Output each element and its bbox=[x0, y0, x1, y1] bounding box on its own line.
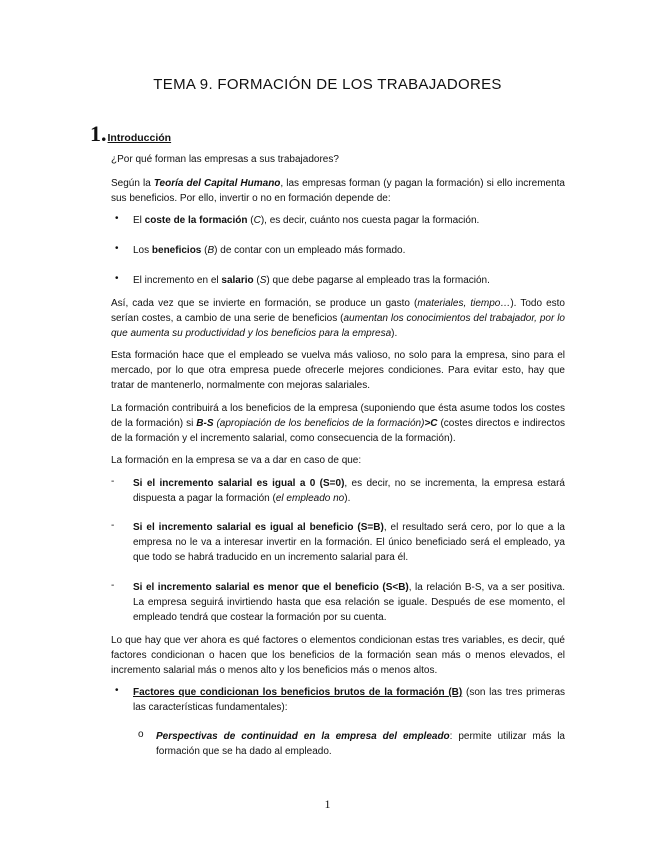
bullet-marker: • bbox=[115, 273, 119, 284]
bullet-marker: • bbox=[115, 685, 119, 696]
section-heading bbox=[90, 121, 171, 147]
bullet-marker: • bbox=[115, 213, 119, 224]
section-label: Introducción bbox=[107, 132, 172, 144]
factors-item: Factores que condicionan los beneficios brutos de la formación (B) (son las tres primeras las características fundamentales): bbox=[133, 687, 566, 713]
bullet-item: El incremento en el salario (S) que debe pagarse al empleado tras la formación. bbox=[133, 275, 490, 286]
paragraph-2: Así, cada vez que se invierte en formación, se produce un gasto (materiales, tiempo…). Todo esto serían costes, a cambio de una serie de beneficios (aumentan los conocimientos del trabajador, por lo que aumenta su productividad y los beneficios para la empresa). bbox=[111, 298, 565, 339]
page-title: TEMA 9. FORMACIÓN DE LOS TRABAJADORES bbox=[153, 76, 502, 93]
bullet-item: El coste de la formación (C), es decir, cuánto nos cuesta pagar la formación. bbox=[133, 215, 480, 226]
dash-marker: - bbox=[111, 476, 115, 487]
paragraph-6: Lo que hay que ver ahora es qué factores o elementos condicionan estas tres variables, es decir, qué factores condicionan o hacen que los beneficios de la formación sean más o menos elevados, el incremento salarial más o menos alto y los beneficios más o menos altos. bbox=[111, 635, 565, 676]
dash-marker: - bbox=[111, 580, 115, 591]
paragraph-1: Según la Teoría del Capital Humano, las empresas forman (y pagan la formación) si ello incrementa sus beneficios. Por ello, invertir o no en formación depende de: bbox=[111, 178, 565, 204]
section-number: 1. bbox=[90, 121, 107, 146]
bullet-item: Los beneficios (B) de contar con un empleado más formado. bbox=[133, 245, 406, 256]
dash-item: Si el incremento salarial es igual a 0 (S=0), es decir, no se incrementa, la empresa estará dispuesta a pagar la formación (el empleado no). bbox=[133, 478, 565, 504]
sub-bullet-marker: o bbox=[138, 729, 144, 740]
bullet-marker: • bbox=[115, 243, 119, 254]
paragraph-5: La formación en la empresa se va a dar en caso de que: bbox=[111, 455, 362, 466]
dash-item: Si el incremento salarial es igual al beneficio (S=B), el resultado será cero, por lo que a la empresa no le va a interesar invertir en la formación. El único beneficiado será el empleado, ya que todo se habrá traducido en un incremento salarial para él. bbox=[133, 522, 565, 563]
sub-item: Perspectivas de continuidad en la empresa del empleado: permite utilizar más la formación que se ha dado al empleado. bbox=[156, 731, 565, 757]
dash-marker: - bbox=[111, 520, 115, 531]
paragraph-3: Esta formación hace que el empleado se vuelva más valioso, no solo para la empresa, sino para el mercado, por lo que otra empresa puede ofrecerle mejores condiciones. Para evitar esto, hay que tratar de mantenerlo, normalmente con mejoras salariales. bbox=[111, 350, 565, 391]
dash-item: Si el incremento salarial es menor que el beneficio (S<B), la relación B-S, va a ser positiva. La empresa seguirá invirtiendo hasta que esa relación se iguale. Después de ese momento, el empleado tendrá que costear la formación por su cuenta. bbox=[133, 582, 565, 623]
paragraph-4: La formación contribuirá a los beneficios de la empresa (suponiendo que ésta asume todos los costes de la formación) si B-S (apropiación de los beneficios de la formación)>C (costes directos e indirectos de la formación y el incremento salarial, como consecuencia de la formación). bbox=[111, 403, 566, 444]
question-paragraph: ¿Por qué forman las empresas a sus trabajadores? bbox=[111, 154, 339, 165]
page-number: 1 bbox=[324, 797, 331, 811]
